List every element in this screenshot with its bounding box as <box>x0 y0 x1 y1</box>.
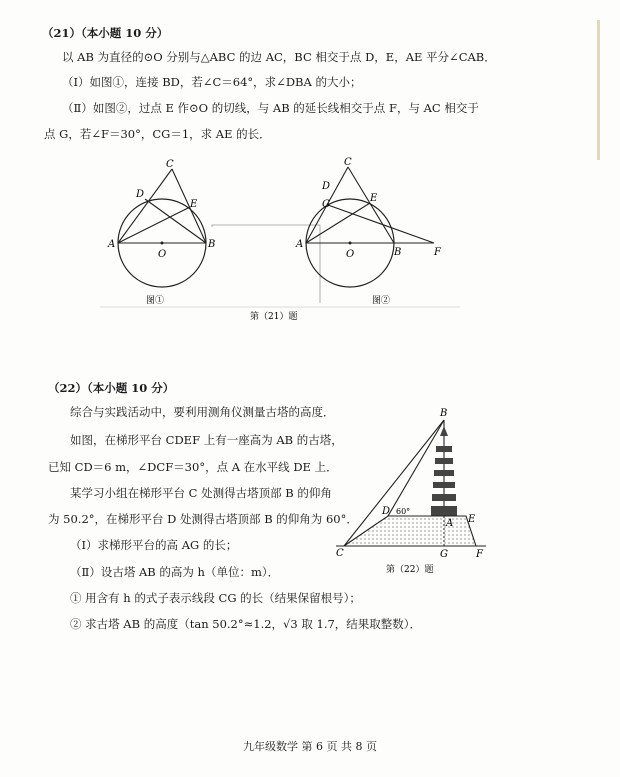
pt-f-fig2: F <box>434 247 441 258</box>
pt-e-fig2: E <box>370 193 378 204</box>
q22-header: （22）（本小题 10 分） <box>48 381 175 395</box>
q22-sub2: ② 求古塔 AB 的高度（tan 50.2°≈1.2，√3 取 1.7，结果取整数）． <box>70 617 422 631</box>
pt-d-fig1: D <box>136 189 145 200</box>
pt-c-fig2: C <box>344 157 352 168</box>
pt-c-q22: C <box>336 548 344 559</box>
pt-o-fig2: O <box>346 249 355 260</box>
q22-figure <box>336 406 496 576</box>
q21-figure-2 <box>295 157 442 306</box>
page-footer: 九年级数学 第 6 页 共 8 页 <box>243 740 377 753</box>
q21-figures <box>100 155 460 330</box>
q21-line2: （Ⅰ）如图①，连接 BD，若∠C＝64°，求∠DBA 的大小； <box>62 75 362 89</box>
pt-c-fig1: C <box>166 159 174 170</box>
q21-line1: 以 AB 为直径的⊙O 分别与△ABC 的边 AC，BC 相交于点 D，E，AE 平分∠CAB． <box>62 50 496 64</box>
q22-sub1: ① 用含有 h 的式子表示线段 CG 的长（结果保留根号）； <box>70 591 361 605</box>
pt-e-q22: E <box>468 514 476 525</box>
fig1-label: 图① <box>146 296 165 306</box>
q22-line3: 已知 CD＝6 m，∠DCF＝30°，点 A 在水平线 DE 上． <box>48 460 338 474</box>
pt-e-fig1: E <box>190 199 198 210</box>
q21-line4: 点 G，若∠F＝30°，CG＝1，求 AE 的长． <box>44 127 271 141</box>
q22-fig-caption: 第（22）题 <box>386 565 434 575</box>
q22-line1: 综合与实践活动中，要利用测角仪测量古塔的高度． <box>70 405 335 419</box>
pt-a-fig1: A <box>108 239 116 250</box>
pt-g-q22: G <box>440 549 448 560</box>
pagoda <box>431 420 457 516</box>
pt-o-fig1: O <box>158 249 167 260</box>
q22-part1: （Ⅰ）求梯形平台的高 AG 的长； <box>70 538 238 552</box>
q21-header: （21）（本小题 10 分） <box>42 26 169 40</box>
page-edge-mark <box>597 20 600 160</box>
pt-b-fig2: B <box>394 247 402 258</box>
pt-f-q22: F <box>476 549 483 560</box>
q22-part2: （Ⅱ）设古塔 AB 的高为 h（单位：m）． <box>70 565 280 579</box>
pt-g-fig2: G <box>322 199 330 210</box>
q21-figure-1 <box>107 159 215 306</box>
pt-d-q22: D <box>382 506 391 517</box>
pt-b-fig1: B <box>208 239 216 250</box>
q22-line4: 某学习小组在梯形平台 C 处测得古塔顶部 B 的仰角 <box>70 486 332 500</box>
pt-b-q22: B <box>440 408 448 419</box>
fig2-label: 图② <box>372 296 391 306</box>
pt-a-fig2: A <box>296 239 304 250</box>
q22-line2: 如图，在梯形平台 CDEF 上有一座高为 AB 的古塔， <box>70 433 343 447</box>
q22-line5: 为 50.2°，在梯形平台 D 处测得古塔顶部 B 的仰角为 60°． <box>48 512 358 526</box>
q21-fig-caption: 第（21）题 <box>250 312 298 322</box>
angle-60-label: 60° <box>396 507 411 516</box>
pt-a-q22: A <box>446 518 454 529</box>
pt-d-fig2: D <box>322 181 331 192</box>
q21-line3: （Ⅱ）如图②，过点 E 作⊙O 的切线，与 AB 的延长线相交于点 F，与 AC 相交于 <box>62 101 479 115</box>
